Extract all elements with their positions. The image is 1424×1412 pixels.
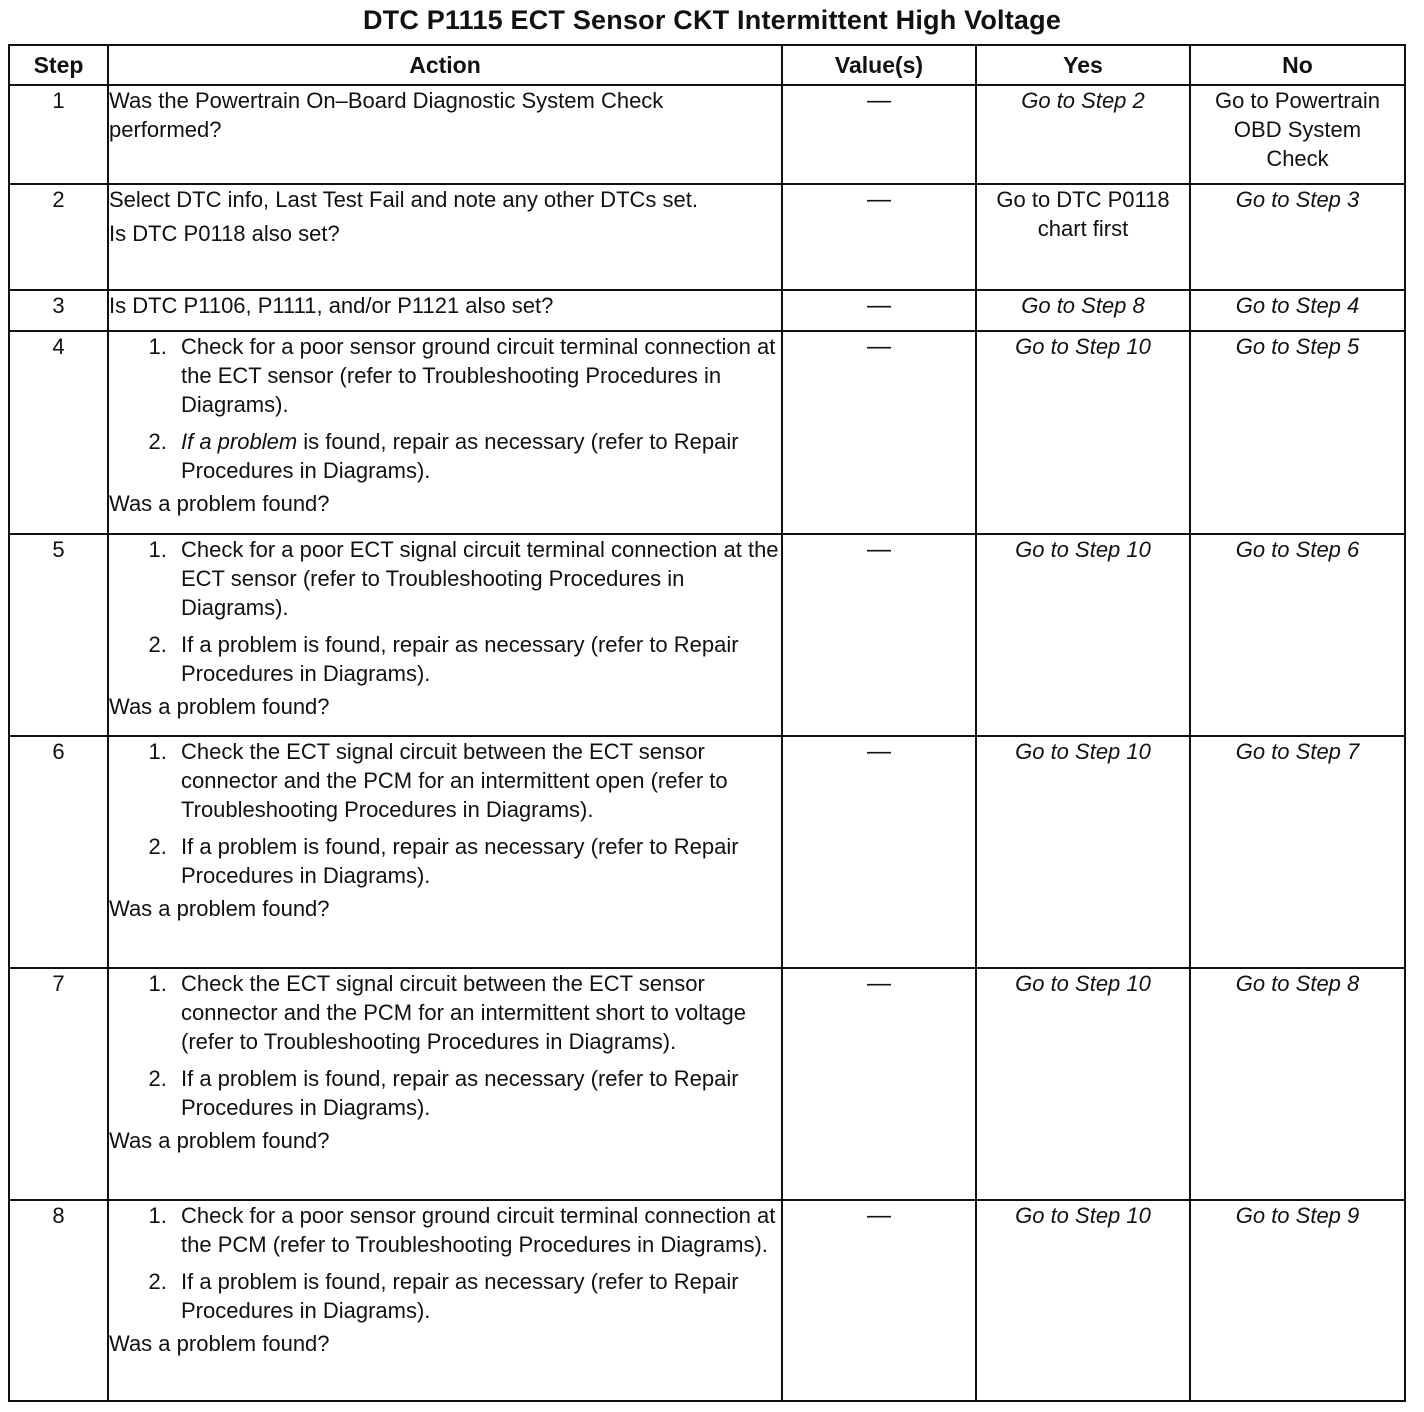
action-question: Was a problem found? [109,1331,330,1356]
action-steps-list [109,332,781,485]
yes-cell: Go to Step 10 [976,1200,1190,1401]
step-number: 7 [9,968,108,1200]
header-no: No [1190,45,1405,85]
table-row [9,85,1405,184]
action-cell [108,184,782,290]
yes-cell: Go to DTC P0118 chart first [976,184,1190,290]
no-cell: Go to Step 4 [1190,290,1405,331]
yes-cell: Go to Step 10 [976,534,1190,736]
value-cell: — [782,534,976,736]
step-number: 8 [9,1200,108,1401]
list-item: 2. If a problem is found, repair as necessary (refer to Repair Procedures in Diagrams). [173,1064,781,1122]
header-values: Value(s) [782,45,976,85]
list-item: 2. If a problem is found, repair as necessary (refer to Repair Procedures in Diagrams). [173,630,781,688]
list-item [173,427,781,485]
list-item: 1. Check for a poor ECT signal circuit terminal connection at the ECT sensor (refer to Troubleshooting Procedures in Diagrams). [173,535,781,622]
value-cell: — [782,331,976,534]
emphasis-text: If a problem [181,429,298,454]
list-item: 1. Check for a poor sensor ground circuit terminal connection at the PCM (refer to Troubleshooting Procedures in Diagrams). [173,1201,781,1259]
step-number: 3 [9,290,108,331]
step-number: 1 [9,85,108,184]
action-question: Was a problem found? [109,694,330,719]
action-cell [108,968,782,1200]
list-item: 2. If a problem is found, repair as necessary (refer to Repair Procedures in Diagrams). [173,1267,781,1325]
list-item-text: is found, repair as necessary (refer to Repair Procedures in Diagrams). [181,429,739,483]
action-cell [108,290,782,331]
action-instruction: Select DTC info, Last Test Fail and note any other DTCs set. [109,187,698,212]
list-item: 1. Check the ECT signal circuit between the ECT sensor connector and the PCM for an intermittent short to voltage (refer to Troubleshooting Procedures in Diagrams). [173,969,781,1056]
table-row [9,736,1405,968]
action-question: Was a problem found? [109,1128,330,1153]
action-question: Is DTC P0118 also set? [109,221,340,246]
page-title: DTC P1115 ECT Sensor CKT Intermittent High Voltage [362,5,1062,35]
table-row [9,184,1405,290]
action-question: Was the Powertrain On–Board Diagnostic System Check performed? [109,88,664,142]
header-action: Action [108,45,782,85]
value-cell: — [782,184,976,290]
action-cell [108,331,782,534]
no-cell: Go to Step 7 [1190,736,1405,968]
table-header-row [9,45,1405,85]
action-question: Was a problem found? [109,491,330,516]
action-steps-list [109,535,781,688]
step-number: 6 [9,736,108,968]
action-steps-list [109,737,781,890]
step-number: 2 [9,184,108,290]
action-question: Was a problem found? [109,896,330,921]
yes-cell: Go to Step 10 [976,968,1190,1200]
value-cell: — [782,968,976,1200]
value-cell: — [782,290,976,331]
yes-cell: Go to Step 8 [976,290,1190,331]
yes-cell: Go to Step 10 [976,736,1190,968]
no-cell: Go to Step 5 [1190,331,1405,534]
table-row [9,331,1405,534]
table-row [9,290,1405,331]
action-steps-list [109,969,781,1122]
action-cell [108,534,782,736]
table-row [9,1200,1405,1401]
no-cell: Go to Step 6 [1190,534,1405,736]
diagnostic-table [8,44,1406,1402]
yes-cell: Go to Step 10 [976,331,1190,534]
action-cell [108,85,782,184]
no-cell: Go to Step 9 [1190,1200,1405,1401]
table-row [9,968,1405,1200]
no-cell: Go to Step 3 [1190,184,1405,290]
header-step: Step [9,45,108,85]
list-item: 1. Check for a poor sensor ground circuit terminal connection at the ECT sensor (refer to Troubleshooting Procedures in Diagrams). [173,332,781,419]
action-cell [108,736,782,968]
action-cell [108,1200,782,1401]
header-yes: Yes [976,45,1190,85]
step-number: 4 [9,331,108,534]
value-cell: — [782,85,976,184]
action-question: Is DTC P1106, P1111, and/or P1121 also set? [109,293,554,318]
table-row [9,534,1405,736]
value-cell: — [782,1200,976,1401]
value-cell: — [782,736,976,968]
list-item: 1. Check the ECT signal circuit between the ECT sensor connector and the PCM for an intermittent open (refer to Troubleshooting Procedures in Diagrams). [173,737,781,824]
step-number: 5 [9,534,108,736]
yes-cell: Go to Step 2 [976,85,1190,184]
no-cell: Go to Powertrain OBD System Check [1190,85,1405,184]
no-cell: Go to Step 8 [1190,968,1405,1200]
action-steps-list [109,1201,781,1325]
list-item: 2. If a problem is found, repair as necessary (refer to Repair Procedures in Diagrams). [173,832,781,890]
